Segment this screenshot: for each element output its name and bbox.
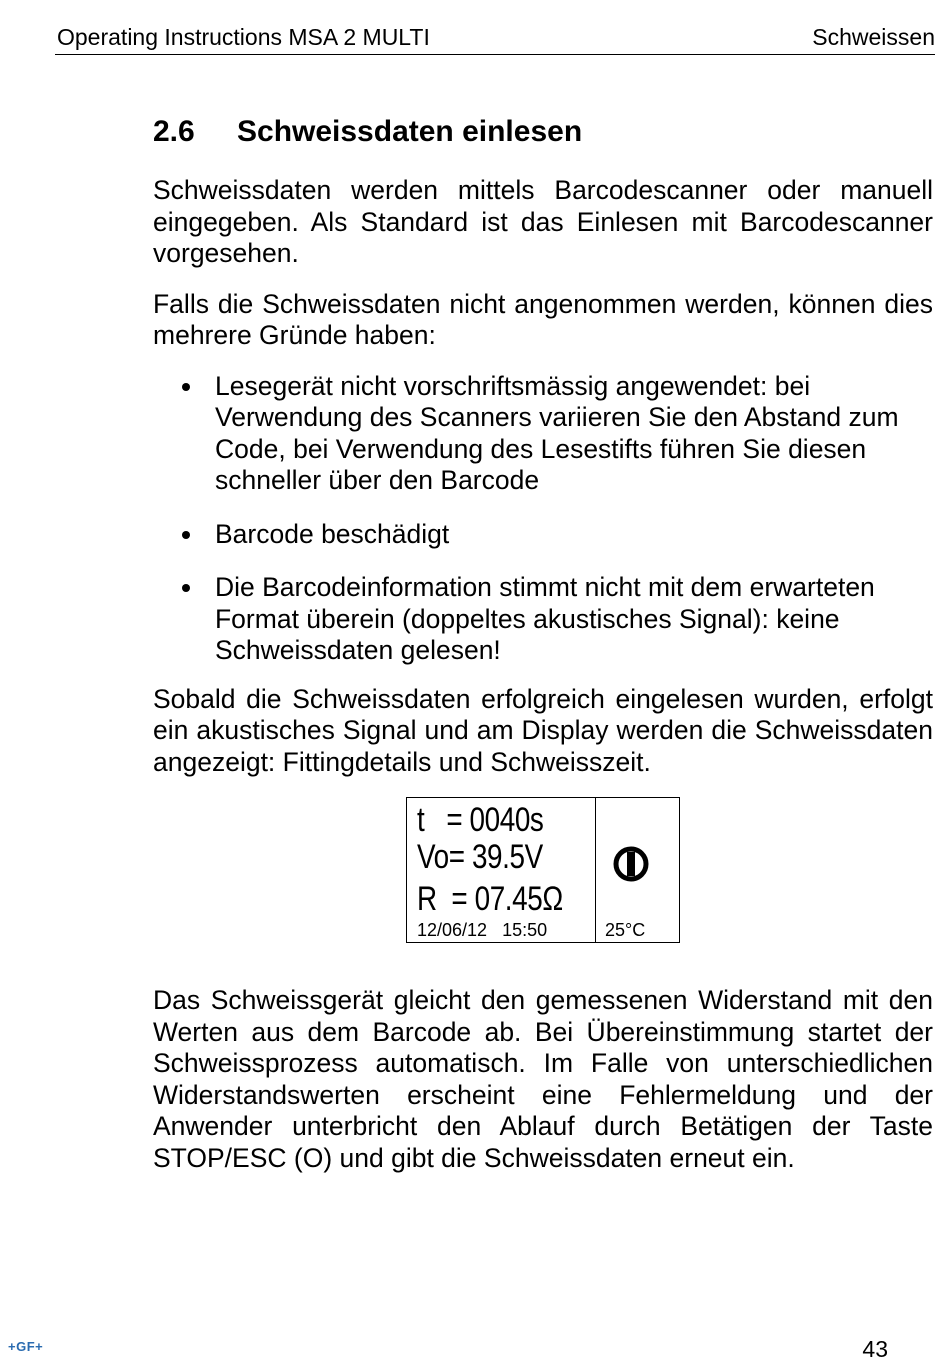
section-heading	[153, 112, 933, 152]
list-item-text: Lesegerät nicht vorschriftsmässig angewendet: bei Verwendung des Scanners variieren Sie den Abstand zum Code, bei Verwendung des Lesestifts führen Sie diesen schneller über den Barcode	[215, 370, 899, 495]
main-content	[153, 112, 933, 1193]
display-voltage-readout: Vo= 39.5V	[417, 838, 543, 876]
comparison-paragraph: Das Schweissgerät gleicht den gemessenen Widerstand mit den Werten aus dem Barcode ab. Bei Übereinstimmung startet der Schweissprozess automatisch. Im Falle von unterschiedlichen Widerstandswerten erscheint eine Fehlermeldung und der Anwender unterbricht den Ablauf durch Betätigen der Taste STOP/ESC (O) und gibt die Schweissdaten erneut ein.	[153, 985, 933, 1173]
section-title: Schweissdaten einlesen	[237, 115, 583, 148]
chapter-title: Schweissen	[812, 24, 935, 50]
display-time-readout: t = 0040s	[417, 801, 544, 839]
display-temperature: 25°C	[605, 920, 646, 940]
power-icon	[613, 846, 649, 882]
display-resistance-readout: R = 07.45Ω	[417, 880, 563, 918]
device-display	[406, 797, 680, 943]
list-item	[153, 572, 933, 667]
display-divider	[595, 798, 596, 942]
display-datetime: 12/06/12 15:50	[417, 920, 548, 940]
list-item	[153, 519, 933, 551]
reasons-paragraph: Falls die Schweissdaten nicht angenommen werden, können dies mehrere Gründe haben:	[153, 288, 933, 350]
list-item-text: Barcode beschädigt	[215, 518, 450, 549]
section-number: 2.6	[153, 115, 195, 148]
success-paragraph: Sobald die Schweissdaten erfolgreich eingelesen wurden, erfolgt ein akustisches Signal und am Display werden die Schweissdaten angezeigt: Fittingdetails und Schweisszeit.	[153, 683, 933, 777]
bullet-icon	[182, 531, 190, 539]
intro-paragraph: Schweissdaten werden mittels Barcodescanner oder manuell eingegeben. Als Standard ist das Einlesen mit Barcodescanner vorgesehen.	[153, 175, 933, 268]
reasons-list	[153, 371, 933, 667]
page-header	[55, 22, 935, 55]
document-title: Operating Instructions MSA 2 MULTI	[57, 24, 430, 50]
gf-logo: +GF+	[8, 1339, 44, 1354]
page-number: 43	[862, 1336, 888, 1362]
bullet-icon	[182, 584, 190, 592]
bullet-icon	[182, 383, 190, 391]
list-item-text: Die Barcodeinformation stimmt nicht mit dem erwarteten Format überein (doppeltes akustisches Signal): keine Schweissdaten gelesen!	[215, 572, 875, 665]
list-item	[153, 371, 933, 497]
